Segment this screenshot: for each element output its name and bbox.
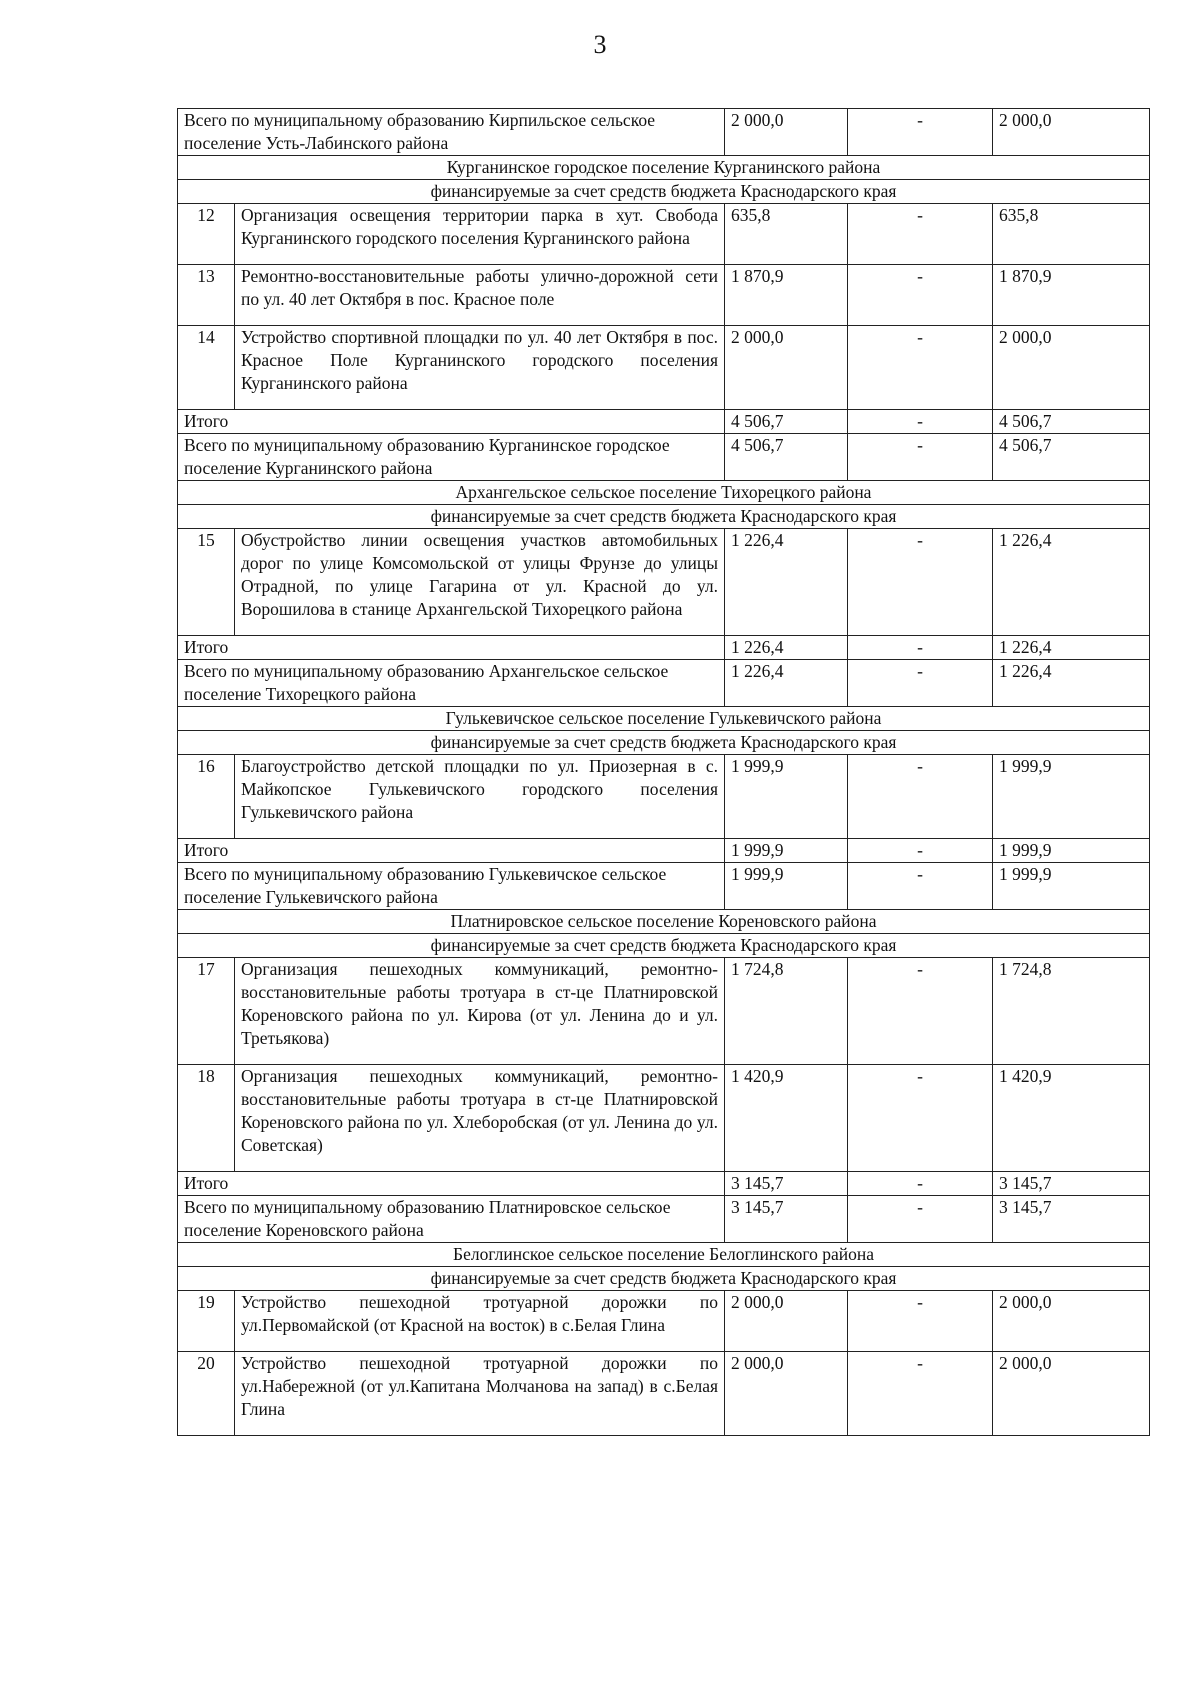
amount-cell: 4 506,7 — [725, 410, 848, 434]
page-number: 3 — [593, 30, 607, 59]
total-row — [178, 660, 1150, 707]
amount-cell: 1 420,9 — [725, 1065, 848, 1172]
table-row — [178, 1065, 1150, 1172]
item-description-text: Устройство пешеходной тротуарной дорожки по ул.Набережной (от ул.Капитана Молчанова на запад) в с.Белая Глина — [241, 1353, 719, 1419]
amount-cell: 1 999,9 — [993, 755, 1150, 839]
amount-cell: 1 724,8 — [725, 958, 848, 1065]
item-description — [235, 204, 725, 265]
table-row — [178, 529, 1150, 636]
amount-cell: 1 999,9 — [725, 839, 848, 863]
section-title: Архангельское сельское поселение Тихорецкого района — [178, 481, 1150, 505]
item-description — [235, 958, 725, 1065]
amount-cell: 635,8 — [993, 204, 1150, 265]
amount-cell: - — [848, 410, 993, 434]
amount-cell: 3 145,7 — [725, 1172, 848, 1196]
amount-cell: - — [848, 839, 993, 863]
amount-cell: - — [848, 434, 993, 481]
total-label: Итого — [178, 636, 725, 660]
section-row — [178, 731, 1150, 755]
total-label: Всего по муниципальному образованию Платнировское сельское поселение Кореновского района — [178, 1196, 725, 1243]
amount-cell: 1 870,9 — [725, 265, 848, 326]
amount-cell: 1 420,9 — [993, 1065, 1150, 1172]
row-number: 12 — [178, 204, 235, 265]
amount-cell: - — [848, 265, 993, 326]
amount-cell: 2 000,0 — [725, 1291, 848, 1352]
total-row — [178, 1196, 1150, 1243]
amount-cell: 2 000,0 — [993, 109, 1150, 156]
table-row — [178, 1352, 1150, 1436]
item-description-text: Обустройство линии освещения участков автомобильных дорог по улице Комсомольской от улицы Фрунзе до улицы Отрадной, по улице Гагарина от ул. Красной до ул. Ворошилова в станице Архангельской Тихорецкого района — [241, 530, 719, 619]
section-title: финансируемые за счет средств бюджета Краснодарского края — [178, 505, 1150, 529]
total-label: Всего по муниципальному образованию Курганинское городское поселение Курганинского района — [178, 434, 725, 481]
amount-cell: - — [848, 326, 993, 410]
total-label: Итого — [178, 839, 725, 863]
row-number: 15 — [178, 529, 235, 636]
section-row — [178, 1267, 1150, 1291]
amount-cell: 1 999,9 — [725, 755, 848, 839]
section-title: финансируемые за счет средств бюджета Краснодарского края — [178, 180, 1150, 204]
item-description-text: Организация пешеходных коммуникаций, ремонтно-восстановительные работы тротуара в ст-це Платнировской Кореновского района по ул. Кирова (от ул. Ленина до и ул. Третьякова) — [241, 959, 719, 1048]
total-label: Всего по муниципальному образованию Кирпильское сельское поселение Усть-Лабинского района — [178, 109, 725, 156]
row-number: 19 — [178, 1291, 235, 1352]
amount-cell: 4 506,7 — [993, 434, 1150, 481]
item-description-text: Ремонтно-восстановительные работы улично-дорожной сети по ул. 40 лет Октября в пос. Красное поле — [241, 266, 719, 309]
amount-cell: 1 226,4 — [725, 660, 848, 707]
total-row — [178, 1172, 1150, 1196]
amount-cell: - — [848, 204, 993, 265]
amount-cell: - — [848, 1352, 993, 1436]
amount-cell: - — [848, 863, 993, 910]
total-row — [178, 863, 1150, 910]
item-description-text: Организация освещения территории парка в хут. Свобода Курганинского городского поселения Курганинского района — [241, 205, 719, 248]
amount-cell: 3 145,7 — [993, 1172, 1150, 1196]
total-row — [178, 109, 1150, 156]
total-row — [178, 636, 1150, 660]
total-label: Всего по муниципальному образованию Гулькевичское сельское поселение Гулькевичского района — [178, 863, 725, 910]
item-description — [235, 1352, 725, 1436]
amount-cell: 2 000,0 — [993, 1352, 1150, 1436]
amount-cell: 1 226,4 — [993, 636, 1150, 660]
amount-cell: - — [848, 1291, 993, 1352]
amount-cell: 4 506,7 — [993, 410, 1150, 434]
total-row — [178, 434, 1150, 481]
item-description-text: Устройство спортивной площадки по ул. 40 лет Октября в пос. Красное Поле Курганинского городского поселения Курганинского района — [241, 327, 719, 393]
total-row — [178, 410, 1150, 434]
amount-cell: 1 724,8 — [993, 958, 1150, 1065]
total-row — [178, 839, 1150, 863]
row-number: 20 — [178, 1352, 235, 1436]
item-description — [235, 326, 725, 410]
amount-cell: - — [848, 660, 993, 707]
section-row — [178, 934, 1150, 958]
item-description — [235, 529, 725, 636]
row-number: 14 — [178, 326, 235, 410]
item-description-text: Устройство пешеходной тротуарной дорожки по ул.Первомайской (от Красной на восток) в с.Белая Глина — [241, 1292, 719, 1335]
table-row — [178, 1291, 1150, 1352]
section-title: Платнировское сельское поселение Кореновского района — [178, 910, 1150, 934]
amount-cell: 1 870,9 — [993, 265, 1150, 326]
section-title: Белоглинское сельское поселение Белоглинского района — [178, 1243, 1150, 1267]
section-title: финансируемые за счет средств бюджета Краснодарского края — [178, 934, 1150, 958]
section-row — [178, 156, 1150, 180]
item-description-text: Организация пешеходных коммуникаций, ремонтно-восстановительные работы тротуара в ст-це Платнировской Кореновского района по ул. Хлеборобская (от ул. Ленина до ул. Советская) — [241, 1066, 719, 1155]
amount-cell: 1 226,4 — [993, 529, 1150, 636]
amount-cell: 4 506,7 — [725, 434, 848, 481]
amount-cell: - — [848, 636, 993, 660]
item-description — [235, 1291, 725, 1352]
table-row — [178, 204, 1150, 265]
amount-cell: 1 999,9 — [993, 839, 1150, 863]
table-row — [178, 265, 1150, 326]
row-number: 18 — [178, 1065, 235, 1172]
table-row — [178, 755, 1150, 839]
section-title: Курганинское городское поселение Курганинского района — [178, 156, 1150, 180]
section-row — [178, 180, 1150, 204]
amount-cell: - — [848, 958, 993, 1065]
amount-cell: - — [848, 1196, 993, 1243]
section-row — [178, 1243, 1150, 1267]
row-number: 17 — [178, 958, 235, 1065]
amount-cell: - — [848, 755, 993, 839]
section-row — [178, 481, 1150, 505]
amount-cell: - — [848, 1172, 993, 1196]
amount-cell: 2 000,0 — [725, 109, 848, 156]
item-description — [235, 755, 725, 839]
amount-cell: 635,8 — [725, 204, 848, 265]
amount-cell: - — [848, 1065, 993, 1172]
row-number: 16 — [178, 755, 235, 839]
section-row — [178, 910, 1150, 934]
budget-table — [177, 108, 1150, 1436]
amount-cell: 1 226,4 — [993, 660, 1150, 707]
amount-cell: 2 000,0 — [725, 326, 848, 410]
amount-cell: 2 000,0 — [993, 1291, 1150, 1352]
amount-cell: - — [848, 109, 993, 156]
item-description-text: Благоустройство детской площадки по ул. Приозерная в с. Майкопское Гулькевичского городского поселения Гулькевичского района — [241, 756, 719, 822]
amount-cell: 3 145,7 — [725, 1196, 848, 1243]
section-row — [178, 707, 1150, 731]
amount-cell: 2 000,0 — [993, 326, 1150, 410]
item-description — [235, 265, 725, 326]
total-label: Итого — [178, 410, 725, 434]
amount-cell: 1 226,4 — [725, 636, 848, 660]
amount-cell: 1 226,4 — [725, 529, 848, 636]
table-row — [178, 326, 1150, 410]
section-title: финансируемые за счет средств бюджета Краснодарского края — [178, 731, 1150, 755]
amount-cell: 3 145,7 — [993, 1196, 1150, 1243]
total-label: Всего по муниципальному образованию Архангельское сельское поселение Тихорецкого района — [178, 660, 725, 707]
section-row — [178, 505, 1150, 529]
amount-cell: 1 999,9 — [725, 863, 848, 910]
total-label: Итого — [178, 1172, 725, 1196]
amount-cell: 1 999,9 — [993, 863, 1150, 910]
amount-cell: - — [848, 529, 993, 636]
row-number: 13 — [178, 265, 235, 326]
table-row — [178, 958, 1150, 1065]
item-description — [235, 1065, 725, 1172]
amount-cell: 2 000,0 — [725, 1352, 848, 1436]
section-title: Гулькевичское сельское поселение Гулькевичского района — [178, 707, 1150, 731]
section-title: финансируемые за счет средств бюджета Краснодарского края — [178, 1267, 1150, 1291]
budget-table-body — [178, 109, 1150, 1436]
